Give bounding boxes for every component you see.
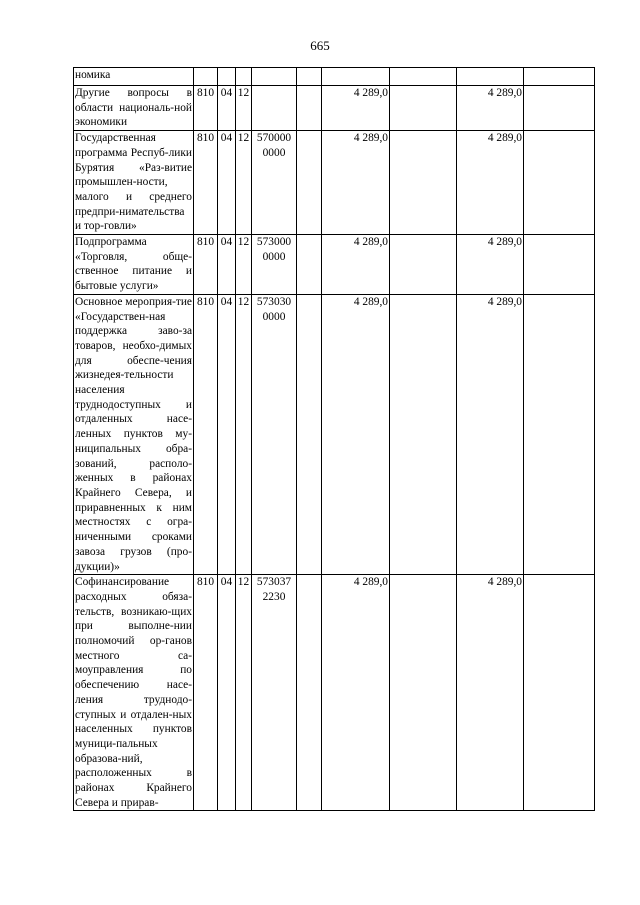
amount-2 xyxy=(457,68,524,86)
vr-code xyxy=(297,86,322,131)
rz-code: 04 xyxy=(218,575,236,811)
column-8-cell xyxy=(390,575,457,811)
amount-1: 4 289,0 xyxy=(322,575,390,811)
amount-2: 4 289,0 xyxy=(457,131,524,235)
vr-code xyxy=(297,575,322,811)
pr-code: 12 xyxy=(236,575,252,811)
csr-code: 570000 0000 xyxy=(252,131,297,235)
table-row xyxy=(74,68,595,86)
amount-1: 4 289,0 xyxy=(322,86,390,131)
row-name: Подпрограмма «Торговля, обще-ственное питание и бытовые услуги» xyxy=(74,235,194,295)
pr-code: 12 xyxy=(236,86,252,131)
column-10-cell xyxy=(524,575,595,811)
gr-code: 810 xyxy=(194,86,218,131)
csr-code xyxy=(252,68,297,86)
rz-code: 04 xyxy=(218,294,236,574)
column-8-cell xyxy=(390,68,457,86)
table-row xyxy=(74,131,595,235)
column-10-cell xyxy=(524,131,595,235)
row-name: Основное мероприя-тие «Государствен-ная поддержка заво-за товаров, необхо-димых для обеспе-чения жизнедея-тельности населения труднодоступных и отдаленных насе-ленных пунктов му-ниципальных обра-зований, располо-женных в районах Крайнего Севера, и приравненных к ним местностях с огра-ниченными сроками завоза грузов (про-дукции)» xyxy=(74,294,194,574)
table-row xyxy=(74,86,595,131)
csr-code xyxy=(252,86,297,131)
column-8-cell xyxy=(390,131,457,235)
row-name: Государственная программа Респуб-лики Бурятия «Раз-витие промышлен-ности, малого и среднего предпри-нимательства и тор-говли» xyxy=(74,131,194,235)
gr-code xyxy=(194,68,218,86)
table-row xyxy=(74,235,595,295)
pr-code: 12 xyxy=(236,235,252,295)
column-10-cell xyxy=(524,294,595,574)
rz-code: 04 xyxy=(218,86,236,131)
gr-code: 810 xyxy=(194,294,218,574)
amount-1 xyxy=(322,68,390,86)
budget-table xyxy=(73,67,595,811)
column-8-cell xyxy=(390,86,457,131)
amount-2: 4 289,0 xyxy=(457,294,524,574)
pr-code: 12 xyxy=(236,294,252,574)
column-10-cell xyxy=(524,86,595,131)
column-10-cell xyxy=(524,68,595,86)
table-row xyxy=(74,575,595,811)
rz-code: 04 xyxy=(218,131,236,235)
amount-1: 4 289,0 xyxy=(322,294,390,574)
pr-code: 12 xyxy=(236,131,252,235)
column-8-cell xyxy=(390,294,457,574)
gr-code: 810 xyxy=(194,131,218,235)
csr-code: 573000 0000 xyxy=(252,235,297,295)
pr-code xyxy=(236,68,252,86)
gr-code: 810 xyxy=(194,235,218,295)
vr-code xyxy=(297,235,322,295)
csr-code: 573037 2230 xyxy=(252,575,297,811)
page-number: 665 xyxy=(310,38,330,53)
amount-1: 4 289,0 xyxy=(322,235,390,295)
rz-code xyxy=(218,68,236,86)
csr-code: 573030 0000 xyxy=(252,294,297,574)
amount-1: 4 289,0 xyxy=(322,131,390,235)
row-name: номика xyxy=(74,68,194,86)
vr-code xyxy=(297,68,322,86)
vr-code xyxy=(297,294,322,574)
rz-code: 04 xyxy=(218,235,236,295)
vr-code xyxy=(297,131,322,235)
gr-code: 810 xyxy=(194,575,218,811)
amount-2: 4 289,0 xyxy=(457,86,524,131)
table-row xyxy=(74,294,595,574)
column-8-cell xyxy=(390,235,457,295)
row-name: Софинансирование расходных обяза-тельств, возникаю-щих при выполне-нии полномочий ор-ганов местного са-моуправления по обеспечению насе-ления труднодо-ступных и отдален-ных населенных пунктов муници-пальных образова-ний, расположенных в районах Крайнего Севера и прирав- xyxy=(74,575,194,811)
row-name: Другие вопросы в области националь-ной экономики xyxy=(74,86,194,131)
column-10-cell xyxy=(524,235,595,295)
amount-2: 4 289,0 xyxy=(457,235,524,295)
amount-2: 4 289,0 xyxy=(457,575,524,811)
